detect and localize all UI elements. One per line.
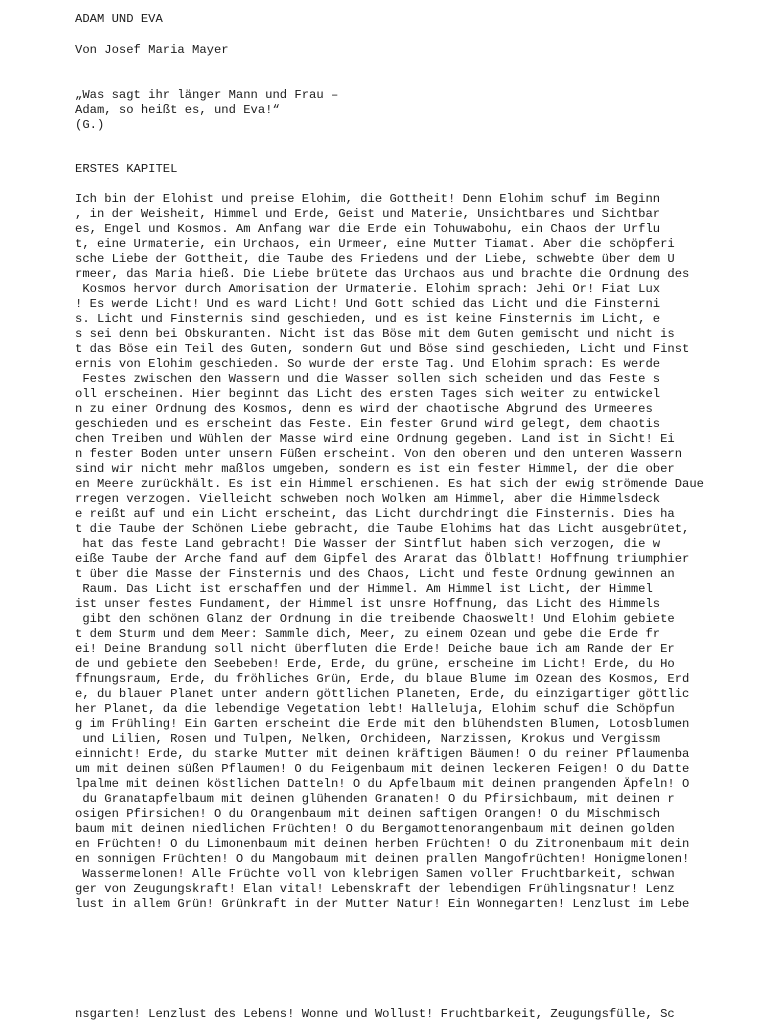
- body-line: en Früchten! O du Limonenbaum mit deinen herben Früchten! O du Zitronenbaum mit dein: [75, 837, 690, 851]
- body-line: rregen verzogen. Vielleicht schweben noch Wolken am Himmel, aber die Himmelsdeck: [75, 492, 661, 506]
- body-line: her Planet, da die lebendige Vegetation lebt! Halleluja, Elohim schuf die Schöpfun: [75, 702, 675, 716]
- motto-line: „Was sagt ihr länger Mann und Frau –: [75, 88, 339, 102]
- body-line: s. Licht und Finsternis sind geschieden, und es ist keine Finsternis im Licht, e: [75, 312, 661, 326]
- body-line: eiße Taube der Arche fand auf dem Gipfel des Ararat das Ölblatt! Hoffnung triumphier: [75, 552, 690, 566]
- body-line: ist unser festes Fundament, der Himmel ist unsre Hoffnung, das Licht des Himmels: [75, 597, 661, 611]
- body-line: oll erscheinen. Hier beginnt das Licht des ersten Tages sich weiter zu entwickel: [75, 387, 661, 401]
- body-line: Wassermelonen! Alle Früchte voll von klebrigen Samen voller Fruchtbarkeit, schwan: [75, 867, 675, 881]
- body-line: hat das feste Land gebracht! Die Wasser der Sintflut haben sich verzogen, die w: [75, 537, 661, 551]
- body-line: baum mit deinen niedlichen Früchten! O du Bergamottenorangenbaum mit deinen golden: [75, 822, 675, 836]
- body-line: n zu einer Ordnung des Kosmos, denn es wird der chaotische Abgrund des Urmeeres: [75, 402, 653, 416]
- body-line: sind wir nicht mehr maßlos umgeben, sondern es ist ein fester Himmel, der die ober: [75, 462, 675, 476]
- body-line: gibt den schönen Glanz der Ordnung in die treibende Chaoswelt! Und Elohim gebiete: [75, 612, 675, 626]
- body-line: g im Frühling! Ein Garten erscheint die Erde mit den blühendsten Blumen, Lotosblumen: [75, 717, 690, 731]
- body-line: en Meere zurückhält. Es ist ein Himmel erschienen. Es hat sich der ewig strömende Daue: [75, 477, 704, 491]
- body-text: [75, 192, 704, 912]
- body-line: lpalme mit deinen köstlichen Datteln! O du Apfelbaum mit deinen prangenden Äpfeln! O: [75, 777, 690, 791]
- body-line: lust in allem Grün! Grünkraft in der Mutter Natur! Ein Wonnegarten! Lenzlust im Lebe: [75, 897, 690, 911]
- body-line: ei! Deine Brandung soll nicht überfluten die Erde! Deiche baue ich am Rande der Er: [75, 642, 675, 656]
- body-line: de und gebiete den Seebeben! Erde, Erde, du grüne, erscheine im Licht! Erde, du Ho: [75, 657, 675, 671]
- body-line: e, du blauer Planet unter andern göttlichen Planeten, Erde, du einzigartiger göttlic: [75, 687, 690, 701]
- body-line: rmeer, das Maria hieß. Die Liebe brütete das Urchaos aus und brachte die Ordnung des: [75, 267, 690, 281]
- page-continuation-line: nsgarten! Lenzlust des Lebens! Wonne und Wollust! Fruchtbarkeit, Zeugungsfülle, Sc: [75, 1007, 675, 1021]
- body-line: einnicht! Erde, du starke Mutter mit deinen kräftigen Bäumen! O du reiner Pflaumenba: [75, 747, 690, 761]
- body-line: Kosmos hervor durch Amorisation der Urmaterie. Elohim sprach: Jehi Or! Fiat Lux: [75, 282, 661, 296]
- body-line: Raum. Das Licht ist erschaffen und der Himmel. Am Himmel ist Licht, der Himmel: [75, 582, 653, 596]
- body-line: geschieden und es erscheint das Feste. Ein fester Grund wird gelegt, dem chaotis: [75, 417, 661, 431]
- motto-block: [75, 88, 338, 133]
- body-line: ernis von Elohim geschieden. So wurde der erste Tag. Und Elohim sprach: Es werde: [75, 357, 661, 371]
- body-line: und Lilien, Rosen und Tulpen, Nelken, Orchideen, Narzissen, Krokus und Vergissm: [75, 732, 661, 746]
- body-line: e reißt auf und ein Licht erscheint, das Licht durchdringt die Finsternis. Dies ha: [75, 507, 675, 521]
- body-line: t die Taube der Schönen Liebe gebracht, die Taube Elohims hat das Licht ausgebrütet,: [75, 522, 690, 536]
- body-line: s sei denn bei Obskuranten. Nicht ist das Böse mit dem Guten gemischt und nicht is: [75, 327, 675, 341]
- body-line: chen Treiben und Wühlen der Masse wird eine Ordnung gegeben. Land ist in Sicht! Ei: [75, 432, 675, 446]
- document-title: ADAM UND EVA: [75, 12, 163, 26]
- body-line: sche Liebe der Gottheit, die Taube des Friedens und der Liebe, schwebte über dem U: [75, 252, 675, 266]
- body-line: t das Böse ein Teil des Guten, sondern Gut und Böse sind geschieden, Licht und Finst: [75, 342, 690, 356]
- body-line: es, Engel und Kosmos. Am Anfang war die Erde ein Tohuwabohu, ein Chaos der Urflu: [75, 222, 661, 236]
- motto-attribution: (G.): [75, 118, 105, 132]
- body-line: ffnungsraum, Erde, du fröhliches Grün, Erde, du blaue Blume im Ozean des Kosmos, Erd: [75, 672, 690, 686]
- body-line: n fester Boden unter unsern Füßen erscheint. Von den oberen und den unteren Wassern: [75, 447, 683, 461]
- body-line: du Granatapfelbaum mit deinen glühenden Granaten! O du Pfirsichbaum, mit deinen r: [75, 792, 675, 806]
- body-line: um mit deinen süßen Pflaumen! O du Feigenbaum mit deinen leckeren Feigen! O du Datte: [75, 762, 690, 776]
- motto-line: Adam, so heißt es, und Eva!“: [75, 103, 280, 117]
- body-line: t dem Sturm und dem Meer: Sammle dich, Meer, zu einem Ozean und gebe die Erde fr: [75, 627, 661, 641]
- body-line: Ich bin der Elohist und preise Elohim, die Gottheit! Denn Elohim schuf im Beginn: [75, 192, 661, 206]
- body-line: en sonnigen Früchten! O du Mangobaum mit deinen prallen Mangofrüchten! Honigmelonen!: [75, 852, 690, 866]
- body-line: ! Es werde Licht! Und es ward Licht! Und Gott schied das Licht und die Finsterni: [75, 297, 661, 311]
- body-line: Festes zwischen den Wassern und die Wasser sollen sich scheiden und das Feste s: [75, 372, 661, 386]
- body-line: t, eine Urmaterie, ein Urchaos, ein Urmeer, eine Mutter Tiamat. Aber die schöpferi: [75, 237, 675, 251]
- body-line: ger von Zeugungskraft! Elan vital! Lebenskraft der lebendigen Frühlingsnatur! Lenz: [75, 882, 675, 896]
- chapter-heading: ERSTES KAPITEL: [75, 162, 178, 176]
- body-line: t über die Masse der Finsternis und des Chaos, Licht und feste Ordnung gewinnen an: [75, 567, 675, 581]
- document-author: Von Josef Maria Mayer: [75, 43, 229, 57]
- body-line: osigen Pfirsichen! O du Orangenbaum mit deinen saftigen Orangen! O du Mischmisch: [75, 807, 661, 821]
- body-line: , in der Weisheit, Himmel und Erde, Geist und Materie, Unsichtbares und Sichtbar: [75, 207, 661, 221]
